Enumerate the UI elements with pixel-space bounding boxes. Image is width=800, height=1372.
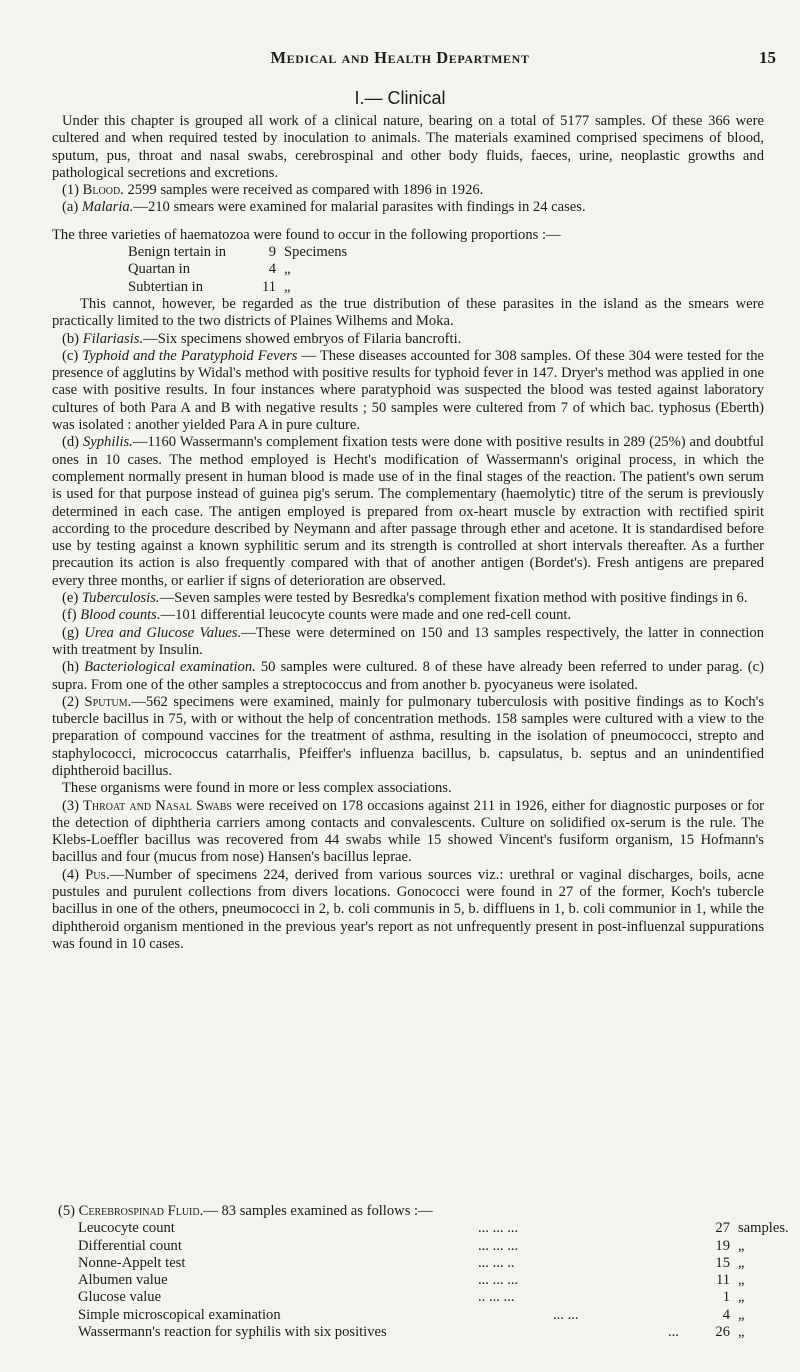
variety-unit: „ xyxy=(284,278,291,295)
tuberculosis-text: —Seven samples were tested by Besredka's complement fixation method with positive findings in 6. xyxy=(159,590,748,607)
urea-text: —These were determined on 150 and 13 samples respectively, the latter in connection with treatment by Insulin. xyxy=(52,624,764,658)
tuberculosis-paragraph xyxy=(52,590,764,607)
filariasis-paragraph xyxy=(52,331,764,348)
sputum-followup: These organisms were found in more or less complex associations. xyxy=(62,780,452,797)
page-number: 15 xyxy=(759,48,776,67)
csf-test: Glucose value xyxy=(78,1289,162,1306)
csf-label: (5) Cerebrospinad Fluid. xyxy=(58,1203,204,1219)
varieties-table xyxy=(128,244,764,296)
variety-row xyxy=(128,261,764,278)
csf-test: Leucocyte count xyxy=(78,1220,175,1237)
csf-unit: „ xyxy=(738,1289,745,1306)
pus-text: —Number of specimens 224, derived from various sources viz.: urethral or vaginal discharges, boils, acne pustules and purulent collections from divers locations. Gonococci were found in 27 of the former, Koch's tubercle bacillus in one of the others, pneumococci in 2, b. coli communis in 5, b. diffluens in 1, b. coli communior in 1, while the diphtheroid organism mentioned in the previous year's report as not unfrequently present in post-influenzal suppurations was found in 10 cases. xyxy=(52,866,764,952)
sputum-paragraph xyxy=(52,694,764,780)
csf-test: Wassermann's reaction for syphilis with six positives xyxy=(78,1324,387,1341)
typhoid-label: (c) xyxy=(62,347,79,364)
urea-label: (g) xyxy=(62,624,80,641)
csf-test: Albumen value xyxy=(78,1272,168,1289)
blood-counts-label: (f) xyxy=(62,607,77,624)
csf-row xyxy=(58,1238,770,1255)
csf-count: 1 xyxy=(722,1289,730,1306)
csf-unit: samples. xyxy=(738,1220,789,1237)
csf-unit: „ xyxy=(738,1306,745,1323)
filariasis-title: Filariasis. xyxy=(82,330,144,347)
blood-label: (1) Blood. xyxy=(62,182,124,199)
syphilis-label: (d) xyxy=(62,434,80,451)
variety-count: 9 xyxy=(268,244,276,261)
variety-row xyxy=(128,244,764,261)
csf-leader: ... xyxy=(668,1324,679,1341)
distribution-paragraph: This cannot, however, be regarded as the true distribution of these parasites in the island as the smears were practically limited to the two districts of Plaines Wilhems and Moka. xyxy=(52,295,764,330)
bacteriological-paragraph xyxy=(52,659,764,694)
running-head xyxy=(0,48,800,72)
csf-count: 15 xyxy=(715,1254,730,1271)
csf-count: 27 xyxy=(715,1220,730,1237)
csf-count: 19 xyxy=(715,1237,730,1254)
bacteriological-label: (h) xyxy=(62,659,80,676)
csf-test: Nonne-Appelt test xyxy=(78,1254,186,1271)
throat-text: were received on 178 occasions against 211 in 1926, either for diagnostic purposes or for the detection of diphtheria carriers among contacts and convalescents. Culture on solidified ox-serum is the rule. The Klebs-Loeffler bacillus was recovered from 44 swabs while 15 showed Vincent's fusiform organism, 15 Hofmann's bacillus and four (mucus from nose) Hansen's bacillus leprae. xyxy=(52,797,764,866)
variety-name: Quartan in xyxy=(128,261,191,278)
varieties-intro: The three varieties of haematozoa were found to occur in the following proportions :— xyxy=(52,226,561,243)
bacteriological-title: Bacteriological examination. xyxy=(84,659,256,676)
csf-count: 11 xyxy=(715,1272,730,1289)
blood-text: 2599 samples were received as compared with 1896 in 1926. xyxy=(127,182,484,199)
csf-test: Differential count xyxy=(78,1237,182,1254)
csf-test: Simple microscopical examination xyxy=(78,1306,281,1323)
csf-leader: ... ... xyxy=(553,1306,579,1323)
bacteriological-text: 50 samples were cultured. 8 of these have already been referred to under parag. (c) supra. From one of the other samples a streptococcus and from another b. pyocyaneus were isolated. xyxy=(52,659,764,693)
syphilis-text: —1160 Wassermann's complement fixation tests were done with positive results in 289 (25%) and doubtful ones in 10 cases. The method employed is Hecht's modification of Wassermann's original process, in which the complement normally present in human blood is made use of in the final stages of the reaction. The patient's own serum is used for that purpose instead of guinea pig's serum. The complementary (haemolytic) titre of the serum is previously determined in each case. The antigen employed is prepared from ox-heart muscle by extraction with rectified spirit according to the procedure described by Neymann and after passage through ether and acetone. It is standardised before use by testing against a known syphilitic serum and its strength is controlled at short intervals thereafter. As a further precaution its action is also frequently compared with that of another antigen (Bordet's). Fresh antigens are prepared every three months, or earlier if signs of deterioration are observed. xyxy=(52,434,764,589)
csf-count: 26 xyxy=(715,1324,730,1341)
urea-title: Urea and Glucose Values. xyxy=(84,624,242,641)
intro-paragraph: Under this chapter is grouped all work of a clinical nature, bearing on a total of 5177 samples. Of these 366 were cultered and when required tested by inoculation to animals. The materials examined comprised specimens of blood, sputum, pus, throat and nasal swabs, cerebrospinal and other body fluids, faeces, urine, neoplastic growths and pathological secretions and excretions. xyxy=(52,113,764,181)
typhoid-title: Typhoid and the Paratyphoid Fevers xyxy=(82,347,298,364)
running-title: Medical and Health Department xyxy=(270,48,530,67)
blood-counts-paragraph xyxy=(52,607,764,624)
syphilis-title: Syphilis. xyxy=(82,434,133,451)
tuberculosis-title: Tuberculosis. xyxy=(81,590,160,607)
csf-row xyxy=(58,1272,770,1289)
variety-unit: „ xyxy=(284,261,291,278)
section-heading: I.— Clinical xyxy=(354,88,446,108)
csf-unit: „ xyxy=(738,1254,745,1271)
csf-leader: ... ... ... xyxy=(478,1220,519,1237)
urea-paragraph xyxy=(52,625,764,660)
csf-leader: ... ... ... xyxy=(478,1272,519,1289)
csf-heading xyxy=(58,1203,770,1220)
variety-name: Subtertian in xyxy=(128,278,203,295)
sputum-label: (2) Sputum. xyxy=(62,693,132,710)
csf-text: — 83 samples examined as follows :— xyxy=(203,1203,433,1219)
typhoid-text: — These diseases accounted for 308 samples. Of these 304 were tested for the presence of agglutins by Widal's method with positive results for typhoid fever in 147. Dryer's method was applied in one case with positive results. In four instances where paratyphoid was suspected the blood was tested against laboratory cultures of both Para A and B with negative results ; 50 samples were cultered from 7 of which bac. typhosus (Eberth) was isolated : another yielded Para A in pure culture. xyxy=(52,347,764,434)
malaria-text: —210 smears were examined for malarial parasites with findings in 24 cases. xyxy=(133,199,586,216)
csf-leader: .. ... ... xyxy=(478,1289,515,1306)
sputum-text: —562 specimens were examined, mainly for pulmonary tuberculosis with positive findings as to Koch's tubercle bacillus in 75, with or without the help of concentration methods. 158 samples were cultured with a view to the preparation of compound vaccines for the treatment of asthma, resulting in the isolation of pneumococci, strepto and staphylococci, micrococcus catarrhalis, Pfeiffer's influenza bacillus, b. capsulatus, b. septus and an unindentified diphtheroid bacillus. xyxy=(52,693,765,779)
csf-row xyxy=(58,1324,770,1341)
csf-unit: „ xyxy=(738,1237,745,1254)
csf-row xyxy=(58,1307,770,1324)
csf-row xyxy=(58,1289,770,1306)
csf-row xyxy=(58,1255,770,1272)
variety-count: 11 xyxy=(261,278,276,295)
filariasis-text: —Six specimens showed embryos of Filaria bancrofti. xyxy=(143,330,462,347)
malaria-paragraph xyxy=(52,199,764,216)
syphilis-paragraph xyxy=(52,434,764,590)
csf-row xyxy=(58,1220,789,1237)
tuberculosis-label: (e) xyxy=(62,590,79,607)
throat-label: (3) Throat and Nasal Swabs xyxy=(62,797,232,814)
blood-paragraph xyxy=(52,182,764,199)
pus-paragraph xyxy=(52,867,764,953)
csf-section xyxy=(58,1203,789,1341)
csf-count: 4 xyxy=(722,1306,730,1323)
malaria-label: (a) xyxy=(62,199,79,216)
variety-unit: Specimens xyxy=(284,244,348,261)
variety-name: Benign tertain in xyxy=(128,244,227,261)
body-text xyxy=(52,113,764,953)
throat-paragraph xyxy=(52,798,764,867)
filariasis-label: (b) xyxy=(62,330,80,347)
blood-counts-text: —101 differential leucocyte counts were made and one red-cell count. xyxy=(160,607,572,624)
csf-leader: ... ... .. xyxy=(478,1254,515,1271)
blood-counts-title: Blood counts. xyxy=(80,607,161,624)
csf-unit: „ xyxy=(738,1324,745,1341)
variety-row xyxy=(128,279,764,296)
csf-leader: ... ... ... xyxy=(478,1237,519,1254)
pus-label: (4) Pus. xyxy=(62,866,110,883)
csf-unit: „ xyxy=(738,1272,745,1289)
variety-count: 4 xyxy=(268,261,276,278)
malaria-title: Malaria. xyxy=(81,199,134,216)
typhoid-paragraph xyxy=(52,348,764,434)
